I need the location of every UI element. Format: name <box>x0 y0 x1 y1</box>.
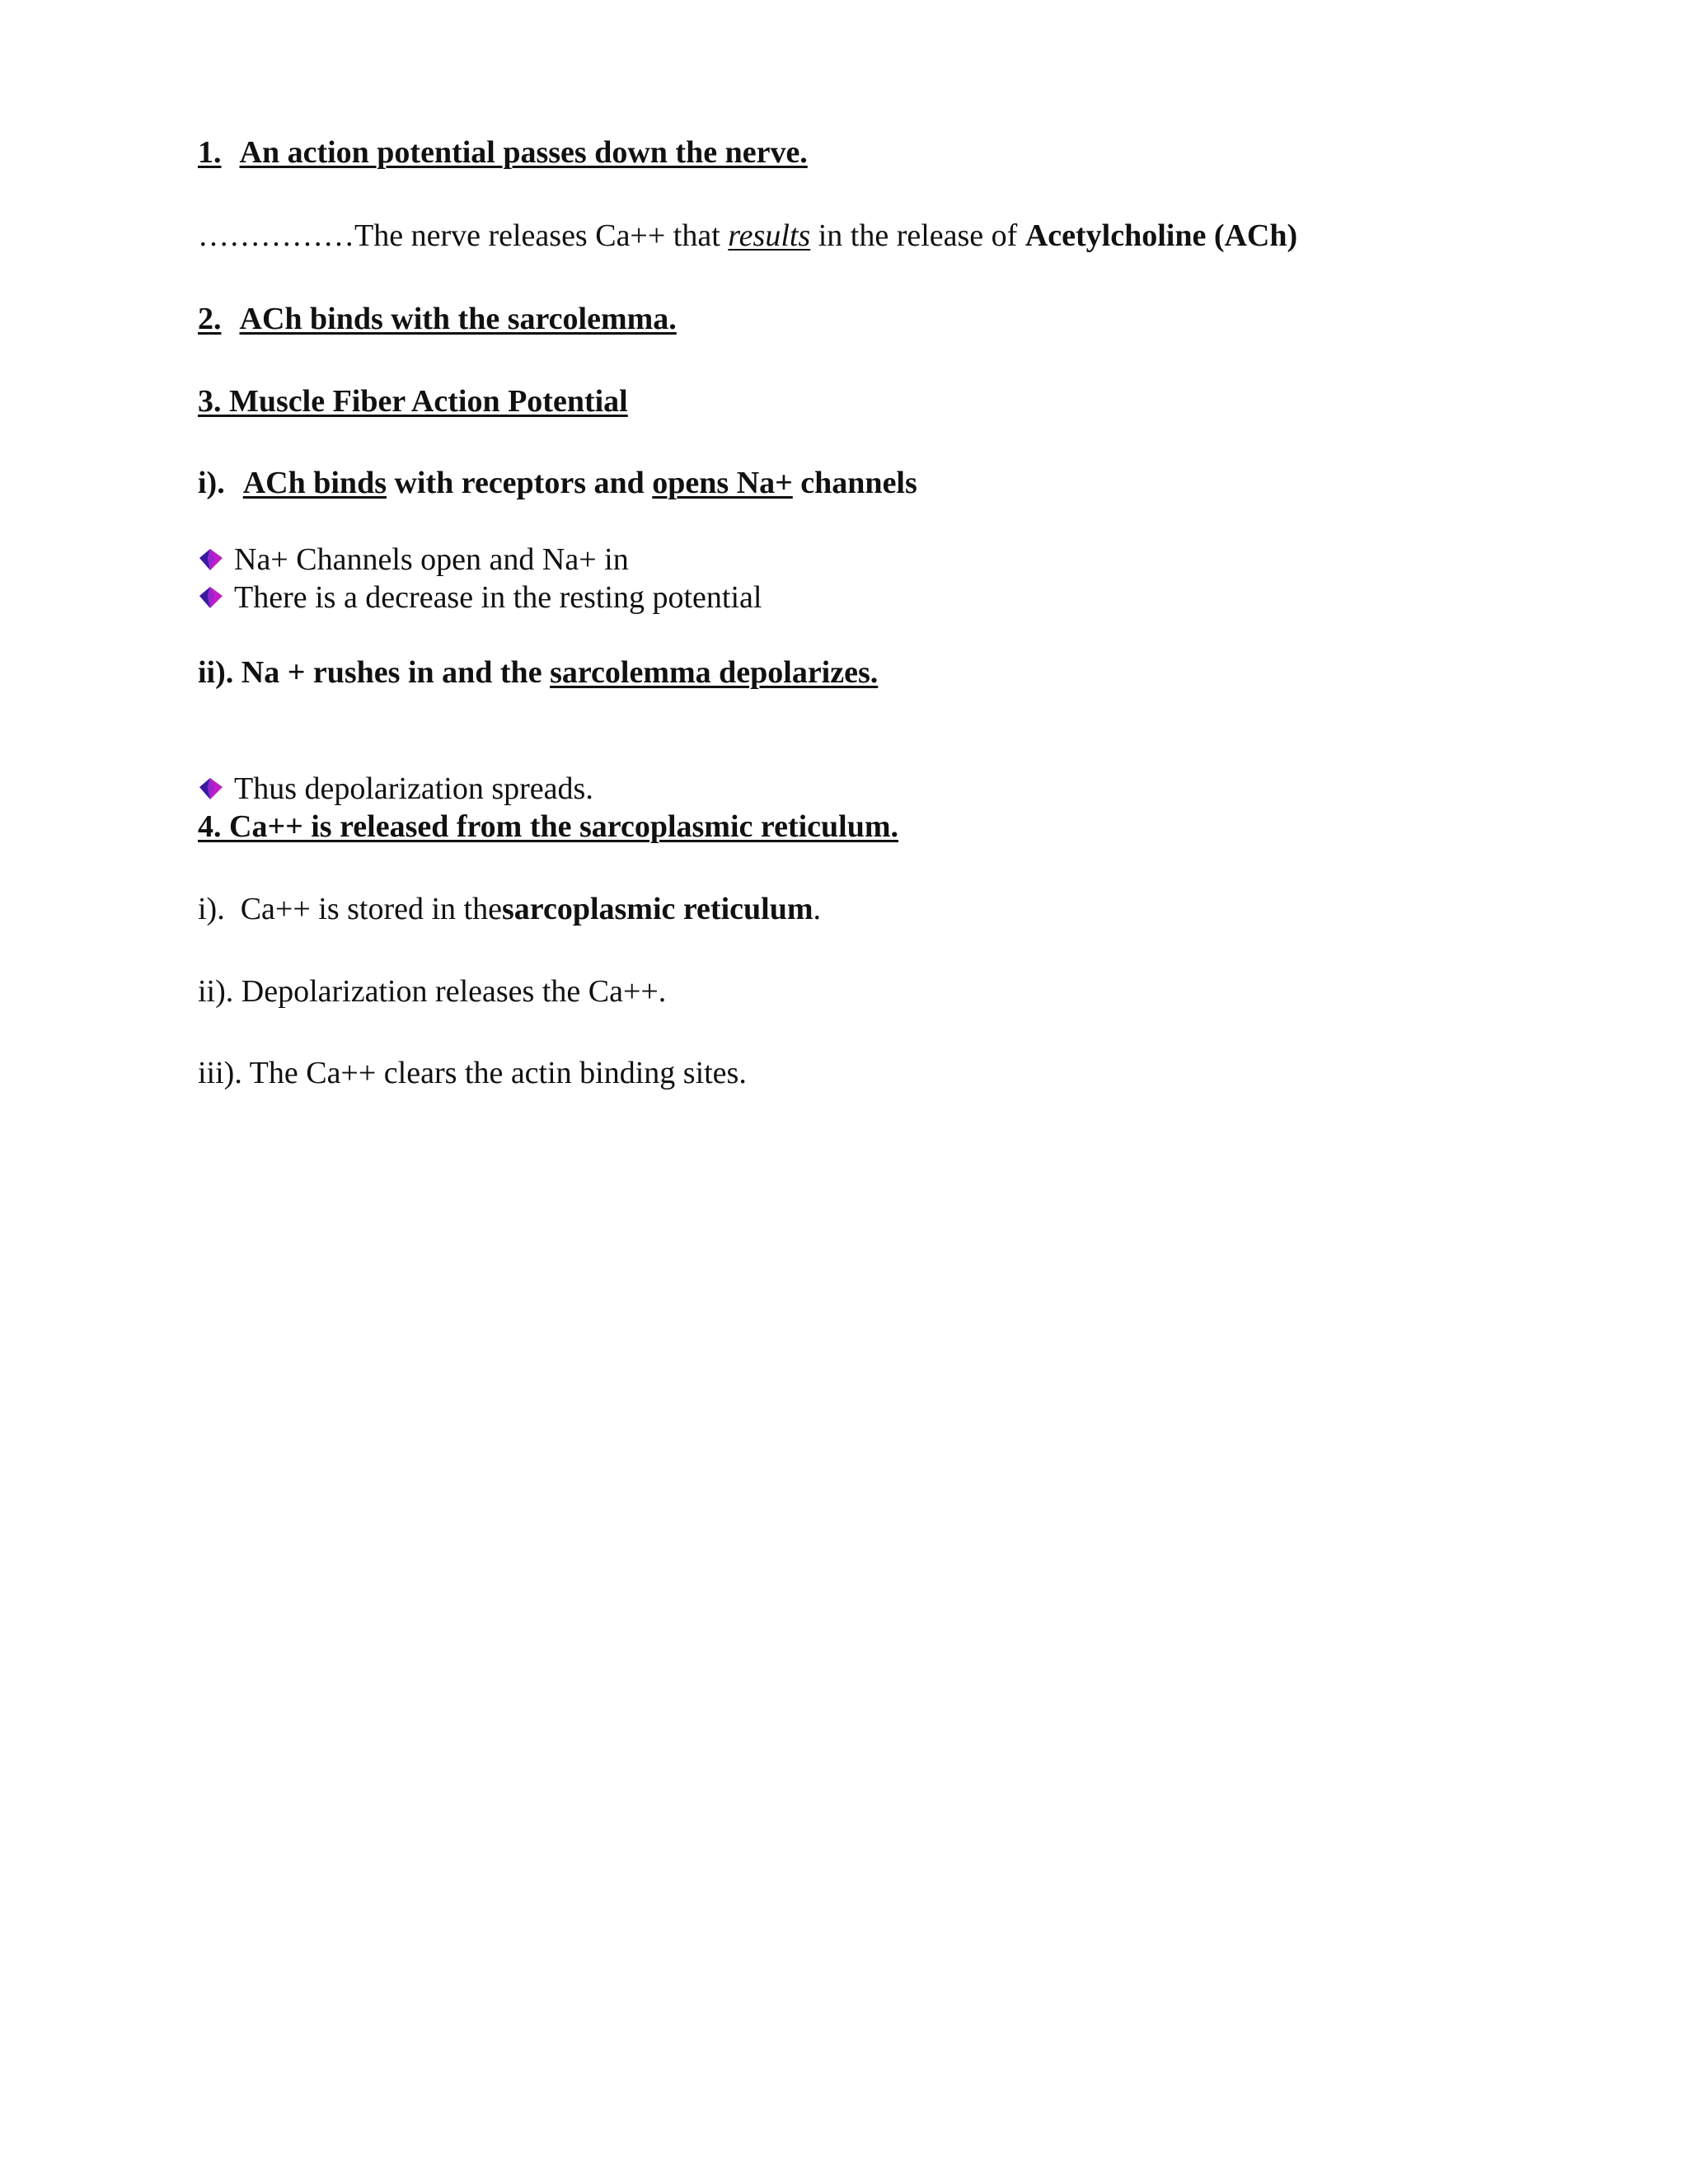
detail-text-a: The nerve releases Ca++ that <box>354 218 729 253</box>
diamond-bullet-icon <box>198 585 226 610</box>
step-4-heading <box>198 808 898 846</box>
step-3-i-part-a: ACh binds <box>242 466 387 500</box>
step-4-i-prefix: i). Ca++ is stored in the <box>198 892 502 926</box>
step-4-ii-text: ii). Depolarization releases the Ca++. <box>198 974 667 1009</box>
step-4-item-iii <box>198 1054 747 1092</box>
step-2-number: 2. <box>198 302 222 336</box>
detail-term: Acetylcholine (ACh) <box>1025 218 1298 253</box>
bullet-text: Thus depolarization spreads. <box>234 771 593 806</box>
step-3-title: 3. Muscle Fiber Action Potential <box>198 384 628 419</box>
step-3-heading <box>198 382 628 420</box>
step-3-i-part-d: channels <box>792 466 917 500</box>
step-4-i-suffix: . <box>813 892 821 926</box>
step-1-title: An action potential passes down the nerve. <box>239 135 808 170</box>
step-4-title: 4. Ca++ is released from the sarcoplasmic reticulum. <box>198 809 898 844</box>
step-4-item-i <box>198 890 821 928</box>
step-3-i-number: i). <box>198 466 225 500</box>
detail-emphasis: results <box>728 218 811 253</box>
step-2-heading <box>198 300 677 338</box>
diamond-bullet-icon <box>198 547 226 572</box>
step-4-i-term: sarcoplasmic reticulum <box>501 892 814 926</box>
step-2-title: ACh binds with the sarcolemma. <box>239 302 677 336</box>
step-1-number: 1. <box>198 135 222 170</box>
bullet-item <box>198 770 593 808</box>
bullet-item <box>198 541 629 579</box>
bullet-item <box>198 579 762 616</box>
step-4-item-ii <box>198 972 666 1010</box>
step-1-heading <box>198 134 808 171</box>
step-3-ii-heading <box>198 654 878 691</box>
detail-text-b: in the release of <box>810 218 1025 253</box>
diamond-bullet-icon <box>198 776 226 801</box>
step-3-i-part-b: with receptors and <box>386 466 653 500</box>
step-3-i-heading <box>198 464 917 502</box>
step-3-ii-part-a: ii). Na + rushes in and the <box>198 655 551 690</box>
step-4-iii-text: iii). The Ca++ clears the actin binding sites. <box>198 1056 747 1090</box>
step-1-detail <box>198 217 1297 255</box>
step-3-i-part-c: opens Na+ <box>652 466 793 500</box>
bullet-text: There is a decrease in the resting potential <box>234 580 762 615</box>
step-3-ii-part-b: sarcolemma depolarizes. <box>550 655 879 690</box>
leader-dots: …………… <box>198 218 354 253</box>
bullet-text: Na+ Channels open and Na+ in <box>234 542 629 577</box>
